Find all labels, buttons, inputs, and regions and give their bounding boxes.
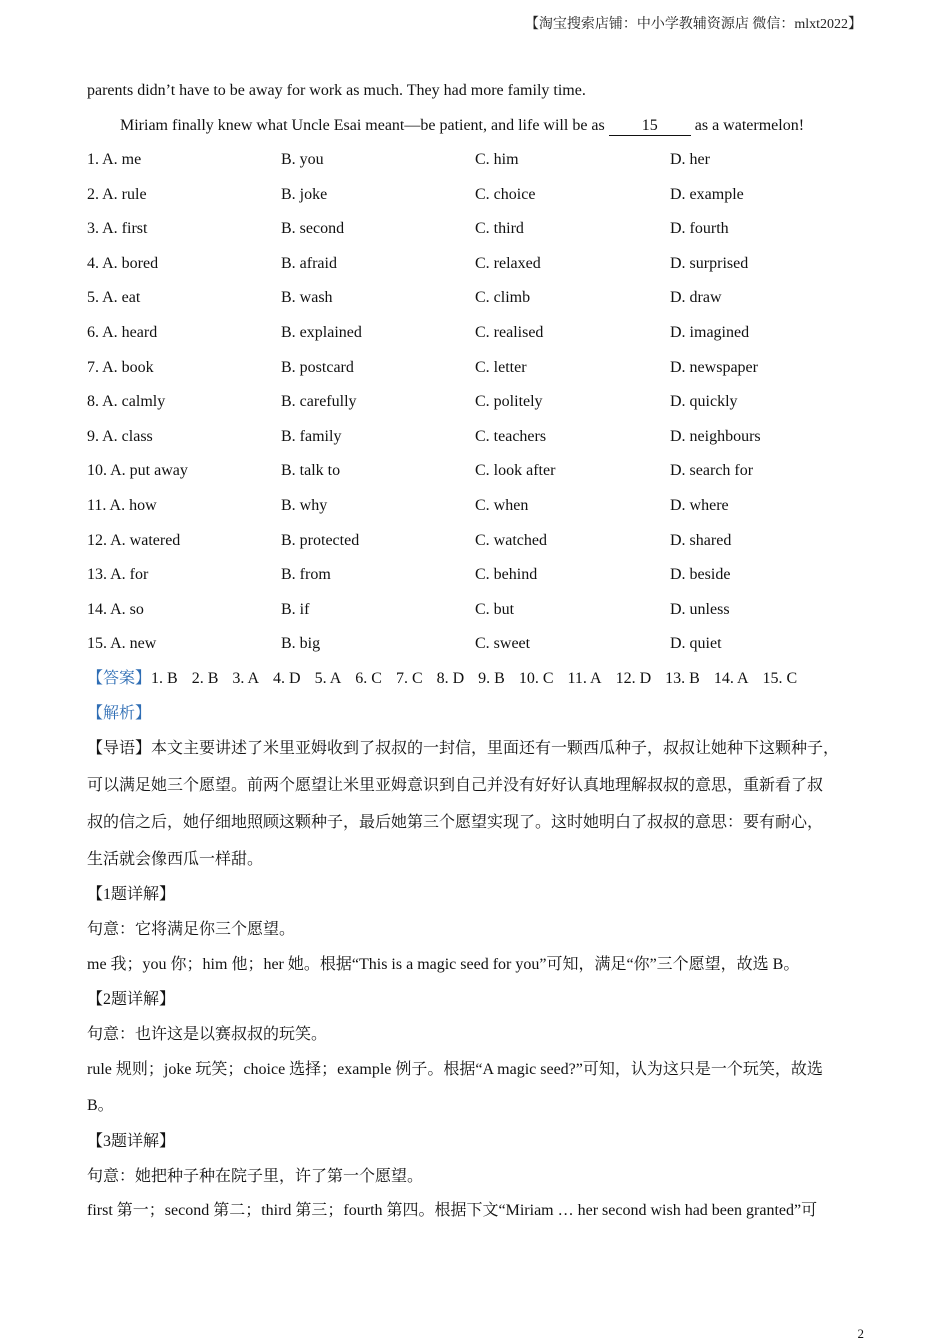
answer-items <box>151 670 811 687</box>
answer-item: 15. C <box>762 670 798 687</box>
question-row <box>87 150 867 170</box>
option-d: D. surprised <box>670 254 749 272</box>
option-c: C. realised <box>475 324 544 341</box>
option-d: D. fourth <box>670 220 729 238</box>
q2-explain: rule 规则；joke 玩笑；choice 选择；example 例子。根据“A magic seed?”可知，认为这只是一个玩笑，故选 <box>87 1061 823 1078</box>
option-a: 4. A. bored <box>87 254 159 272</box>
question-row <box>87 496 867 516</box>
option-d: D. newspaper <box>670 358 758 376</box>
option-d: D. shared <box>670 531 732 549</box>
q3-explain: first 第一；second 第二；third 第三；fourth 第四。根据下文“Miriam … her second wish had been granted”可 <box>87 1202 818 1219</box>
option-c: C. choice <box>475 185 536 203</box>
question-row <box>87 427 867 447</box>
question-row <box>87 392 867 412</box>
q1-meaning: 句意：它将满足你三个愿望。 <box>87 921 296 938</box>
option-b: B. you <box>281 151 324 168</box>
option-d: D. quickly <box>670 393 738 411</box>
question-row <box>87 288 867 308</box>
q2-explain-cont: B。 <box>87 1097 114 1114</box>
answer-item: 8. D <box>436 670 465 687</box>
q2-title: 【2题详解】 <box>87 991 176 1008</box>
answer-item: 6. C <box>355 670 382 687</box>
question-row <box>87 531 867 551</box>
answer-item: 5. A <box>314 670 342 687</box>
q1-explain: me 我；you 你；him 他；her 她。根据“This is a magic seed for you”可知，满足“你”三个愿望，故选 B。 <box>87 956 800 973</box>
q3-meaning: 句意：她把种子种在院子里，许了第一个愿望。 <box>87 1168 424 1185</box>
option-d: D. neighbours <box>670 427 761 445</box>
option-c: C. when <box>475 497 529 514</box>
option-c: C. but <box>475 600 515 618</box>
option-a: 2. A. rule <box>87 185 147 203</box>
option-a: 12. A. watered <box>87 531 181 549</box>
option-b: B. afraid <box>281 254 337 272</box>
option-b: B. talk to <box>281 462 341 480</box>
option-b: B. big <box>281 635 321 653</box>
intro-line: 可以满足她三个愿望。前两个愿望让米里亚姆意识到自己并没有好好认真地理解叔叔的意思，重新看了叔 <box>87 777 824 794</box>
q3-title: 【3题详解】 <box>87 1133 176 1150</box>
option-b: B. why <box>281 497 328 514</box>
answer-item: 2. B <box>191 670 219 687</box>
question-row <box>87 185 867 205</box>
option-a: 8. A. calmly <box>87 393 166 411</box>
answer-item: 12. D <box>615 670 652 687</box>
option-c: C. politely <box>475 393 543 411</box>
option-a: 15. A. new <box>87 635 157 653</box>
option-d: D. example <box>670 185 744 203</box>
passage-line-2 <box>87 116 804 136</box>
option-d: D. where <box>670 497 729 514</box>
option-a: 1. A. me <box>87 151 142 168</box>
page-number: 2 <box>857 1326 864 1341</box>
option-d: D. quiet <box>670 635 722 653</box>
option-a: 9. A. class <box>87 427 153 445</box>
option-c: C. look after <box>475 462 556 480</box>
answer-item: 11. A <box>567 670 602 687</box>
option-c: C. behind <box>475 566 538 584</box>
option-d: D. draw <box>670 289 722 307</box>
option-a: 6. A. heard <box>87 324 158 341</box>
answer-item: 7. C <box>395 670 423 687</box>
passage-line-2-after: as a watermelon! <box>694 117 805 134</box>
option-b: B. family <box>281 427 342 445</box>
option-d: D. search for <box>670 462 754 480</box>
option-a: 11. A. how <box>87 497 157 514</box>
option-b: B. joke <box>281 185 328 203</box>
option-b: B. explained <box>281 324 362 341</box>
question-row <box>87 219 867 239</box>
option-d: D. imagined <box>670 324 750 341</box>
question-row <box>87 634 867 654</box>
question-row <box>87 600 867 620</box>
answer-label: 【答案】 <box>87 670 152 687</box>
question-row <box>87 323 867 343</box>
option-a: 3. A. first <box>87 220 148 238</box>
intro-line: 【导语】本文主要讲述了米里亚姆收到了叔叔的一封信，里面还有一颗西瓜种子，叔叔让她种下这颗种子， <box>87 740 840 757</box>
answer-item: 14. A <box>713 670 749 687</box>
option-c: C. letter <box>475 358 527 376</box>
option-b: B. postcard <box>281 358 354 376</box>
passage-line-2-before: Miriam finally knew what Uncle Esai meant—be patient, and life will be as <box>120 117 605 134</box>
option-a: 13. A. for <box>87 566 149 584</box>
option-b: B. from <box>281 566 331 584</box>
intro-line: 叔的信之后，她仔细地照顾这颗种子，最后她第三个愿望实现了。这时她明白了叔叔的意思：要有耐心， <box>87 814 824 831</box>
answer-item: 13. B <box>665 670 700 687</box>
answer-item: 10. C <box>518 670 554 687</box>
answer-item: 1. B <box>151 670 178 687</box>
option-c: C. climb <box>475 289 531 307</box>
blank-15: 15 <box>609 117 691 136</box>
header-note: 【淘宝搜索店铺：中小学教辅资源店 微信：mlxt2022】 <box>524 17 862 32</box>
option-c: C. third <box>475 220 524 238</box>
analysis-label: 【解析】 <box>87 705 152 722</box>
option-b: B. carefully <box>281 393 357 411</box>
option-a: 7. A. book <box>87 358 154 376</box>
question-row <box>87 254 867 274</box>
answer-item: 9. B <box>478 670 505 687</box>
answer-item: 4. D <box>273 670 301 687</box>
option-b: B. wash <box>281 289 333 307</box>
option-c: C. relaxed <box>475 254 541 272</box>
intro-line: 生活就会像西瓜一样甜。 <box>87 851 264 868</box>
option-b: B. protected <box>281 531 360 549</box>
answer-item: 3. A <box>232 670 260 687</box>
question-row <box>87 461 867 481</box>
option-a: 5. A. eat <box>87 289 141 307</box>
q2-meaning: 句意：也许这是以赛叔叔的玩笑。 <box>87 1026 328 1043</box>
option-a: 10. A. put away <box>87 462 188 480</box>
option-b: B. if <box>281 600 310 618</box>
question-row <box>87 358 867 378</box>
option-c: C. watched <box>475 531 547 549</box>
option-b: B. second <box>281 220 345 238</box>
answer-line <box>87 669 811 689</box>
question-row <box>87 565 867 585</box>
option-d: D. unless <box>670 600 730 618</box>
option-d: D. beside <box>670 566 731 584</box>
option-c: C. sweet <box>475 635 531 653</box>
passage-line-1: parents didn’t have to be away for work as much. They had more family time. <box>87 82 586 99</box>
option-c: C. him <box>475 151 519 168</box>
option-c: C. teachers <box>475 427 547 445</box>
option-d: D. her <box>670 151 710 168</box>
intro-paragraph <box>87 730 867 878</box>
option-a: 14. A. so <box>87 600 144 618</box>
q1-title: 【1题详解】 <box>87 886 176 903</box>
